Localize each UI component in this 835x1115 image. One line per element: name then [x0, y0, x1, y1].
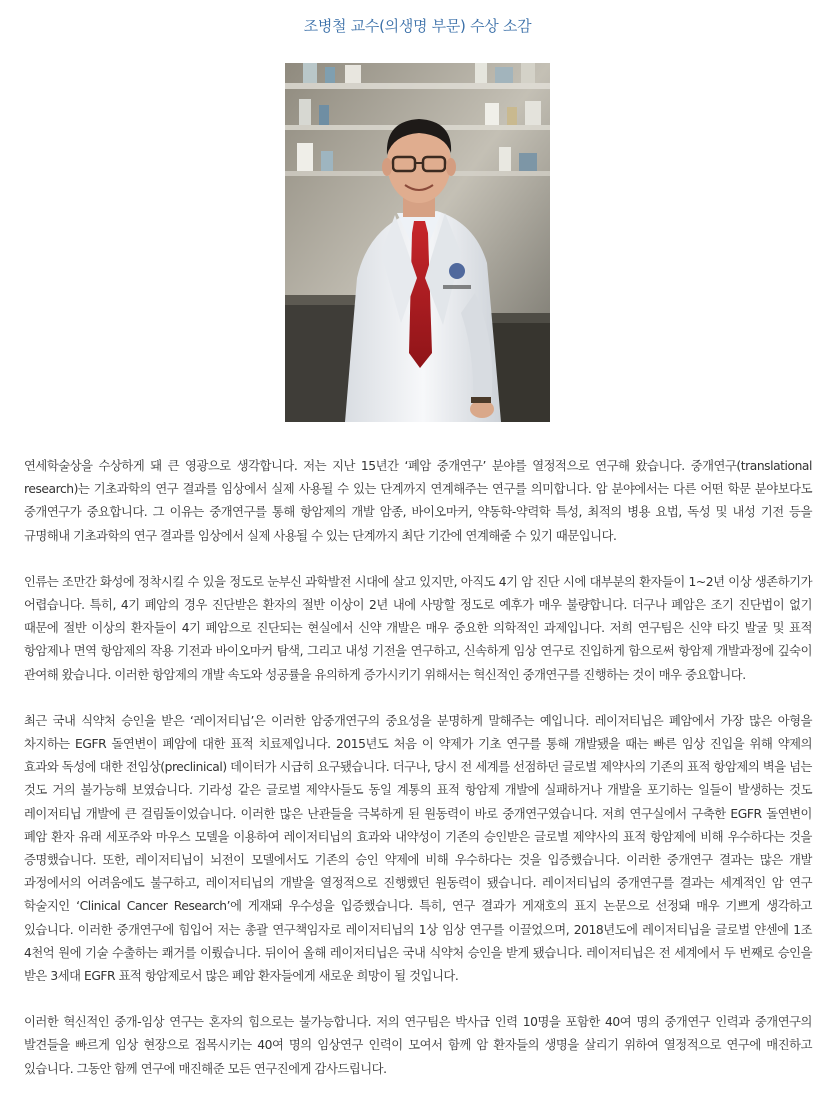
paragraph-3: 최근 국내 식약처 승인을 받은 ‘레이저티닙’은 이러한 암중개연구의 중요성을 분명하게 말해주는 예입니다. 레이저티닙은 폐암에서 가장 많은 아형을 차지하는 EGFR 돌연변이 폐암에 대한 표적 치료제입니다. 2015년도 처음 이 약제가 기초 연구를 통해 개발됐을 때는 빠른 임상 진입을 위해 약제의 효과와 독성에 대한 전임상(preclinical) 데이터가 시급히 요구됐습니다. 더구나, 당시 전 세계를 선점하던 글로벌 제약사의 기존의 표적 항암제의 벽을 넘는 것도 거의 불가능해 보였습니다. 기라성 같은 글로벌 제약사들도 동일 계통의 표적 항암제 개발에 실패하거나 개발을 포기하는 일들이 발생하는 것도 레이저티닙 개발에 큰 걸림돌이었습니다. 이러한 많은 난관들을 극복하게 된 원동력이 바로 중개연구였습니다. 저희 연구실에서 구축한 EGFR 돌연변이 폐암 환자 유래 세포주와 마우스 모델을 이용하여 레이저티닙의 효과와 내약성이 기존의 승인받은 글로벌 제약사의 표적 항암제에 비해 우수하다는 것을 증명했습니다. 또한, 레이저티닙이 뇌전이 모델에서도 기존의 승인 약제에 비해 우수하다는 것을 입증했습니다. 이러한 중개연구 결과는 많은 개발 과정에서의 어려움에도 불구하고, 레이저티닙의 개발을 열정적으로 진행했던 원동력이 됐습니다. 레이저티닙의 중개연구를 결과는 세계적인 암 연구 학술지인 ‘Clinical Cancer Research’에 게재돼 우수성을 입증했습니다. 특히, 연구 결과가 게재호의 표지 논문으로 선정돼 매우 기쁘게 생각하고 있습니다. 이러한 중개연구에 힘입어 저는 총괄 연구책임자로 레이저티닙의 1상 임상 연구를 이끌었으며, 2018년도에 레이저티닙을 글로벌 얀센에 1조 4천억 원에 기술 수출하는 쾌거를 이뤘습니다. 뒤이어 올해 레이저티닙은 국내 식약처 승인을 받게 됐습니다. 레이저티닙은 전 세계에서 두 번째로 승인을 받은 3세대 EGFR 표적 항암제로서 많은 폐암 환자들에게 새로운 희망이 될 것입니다.: [24, 713, 812, 984]
page-title: 조병철 교수(의생명 부문) 수상 소감: [303, 17, 532, 35]
paragraph-2: 인류는 조만간 화성에 정착시킬 수 있을 정도로 눈부신 과학발전 시대에 살고 있지만, 아직도 4기 암 진단 시에 대부분의 환자들이 1~2년 이상 생존하기가 어렵습니다. 특히, 4기 폐암의 경우 진단받은 환자의 절반 이상이 2년 내에 사망할 정도로 예후가 매우 불량합니다. 더구나 폐암은 조기 진단법이 없기 때문에 절반 이상의 환자들이 4기 폐암으로 진단되는 현실에서 신약 개발은 매우 중요한 의학적인 과제입니다. 저희 연구팀은 신약 타깃 발굴 및 표적 항암제나 면역 항암제의 작용 기전과 바이오마커 탐색, 그리고 내성 기전을 연구하고, 신속하게 임상 연구로 진입하게 함으로써 항암제 개발과정에 깊숙이 관여해 왔습니다. 이러한 항암제의 개발 속도와 성공률을 유의하게 증가시키기 위해서는 혁신적인 중개연구를 진행하는 것이 매우 중요합니다.: [24, 574, 813, 682]
paragraph-1: 연세학술상을 수상하게 돼 큰 영광으로 생각합니다. 저는 지난 15년간 ‘폐암 중개연구’ 분야를 열정적으로 연구해 왔습니다. 중개연구(translational research)는 기초과학의 연구 결과를 임상에서 실제 사용될 수 있는 단계까지 연계해주는 연구를 의미합니다. 암 분야에서는 다른 어떤 학문 분야보다도 중개연구가 중요합니다. 그 이유는 중개연구를 통해 항암제의 개발 암종, 바이오마커, 약동학-약력학 특성, 최적의 병용 요법, 독성 및 내성 기전 등을 규명해내 기초과학의 연구 결과를 임상에서 실제 사용될 수 있는 단계까지 최단 기간에 연계해줄 수 있기 때문입니다.: [24, 459, 812, 543]
portrait-photo: [285, 63, 550, 422]
article-body: [24, 455, 812, 1104]
paragraph-4: 이러한 혁신적인 중개-임상 연구는 혼자의 힘으로는 불가능합니다. 저의 연구팀은 박사급 인력 10명을 포함한 40여 명의 중개연구 인력과 중개연구의 발견들을 빠르게 임상 현장으로 접목시키는 40여 명의 임상연구 인력이 모여서 함께 암 환자들의 생명을 살리기 위하여 열정적으로 연구에 매진하고 있습니다. 그동안 함께 연구에 매진해준 모든 연구진에게 감사드립니다.: [24, 1015, 812, 1076]
